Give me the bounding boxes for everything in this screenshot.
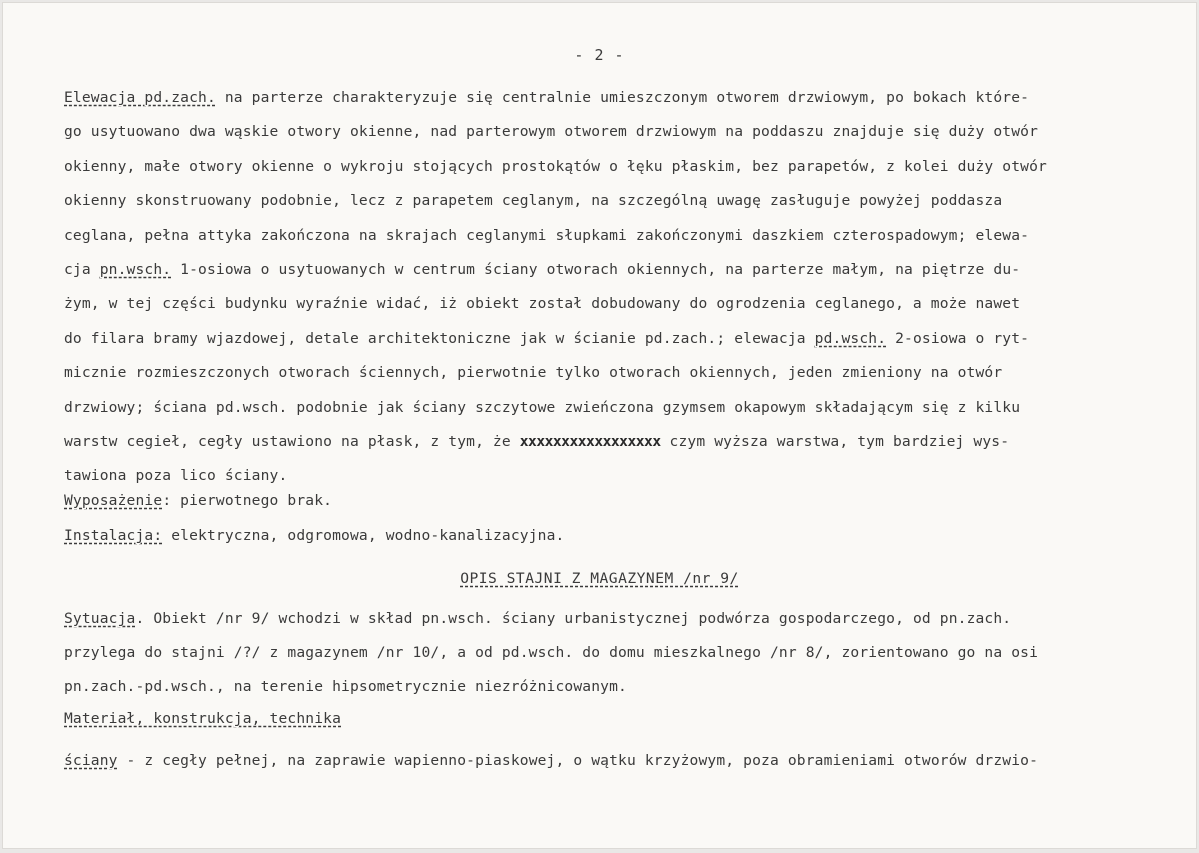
instalacja-label: Instalacja:: [64, 527, 163, 544]
elewacja-line: [64, 329, 1029, 349]
line-text: przylega do stajni /?/ z magazynem /nr 10/, a od pd.wsch. do domu mieszkalnego /nr 8/, zorientowano go na osi: [64, 644, 1039, 661]
elewacja-line: [64, 466, 287, 486]
elewacja-line: [64, 398, 1020, 418]
sytuacja-line: [64, 677, 627, 697]
line-text: cja: [64, 261, 100, 278]
material-heading: Materiał, konstrukcja, technika: [64, 710, 342, 727]
underlined-term: pd.wsch.: [814, 329, 887, 347]
document-page: [2, 2, 1197, 849]
line-text: pn.zach.-pd.wsch., na terenie hipsometrycznie niezróżnicowanym.: [64, 678, 627, 695]
line-text: drzwiowy; ściana pd.wsch. podobnie jak ściany szczytowe zwieńczona gzymsem okapowym składającym się z kilku: [64, 398, 1021, 416]
elewacja-line: [64, 122, 1038, 142]
line-text: okienny, małe otwory okienne o wykroju stojących prostokątów o łęku płaskim, bez parapetów, z kolei duży otwór: [64, 157, 1047, 175]
wyposazenie-text: : pierwotnego brak.: [162, 492, 333, 509]
elewacja-line: [64, 191, 1002, 211]
elewacja-line: [64, 294, 1020, 314]
line-text: na parterze charakteryzuje się centralnie umieszczonym otworem drzwiowym, po bokach które-: [215, 89, 1030, 106]
underlined-term: Sytuacja: [64, 610, 136, 627]
struck-text: xxxxxxxxxxxxxxxxx: [519, 433, 661, 450]
line-text: . Obiekt /nr 9/ wchodzi w skład pn.wsch. ściany urbanistycznej podwórza gospodarczego, od pn.zach.: [135, 610, 1012, 627]
sytuacja-line: [64, 643, 1038, 663]
page-number: - 2 -: [574, 46, 625, 64]
elewacja-line: [64, 260, 1020, 280]
line-text: go usytuowano dwa wąskie otwory okienne, nad parterowym otworem drzwiowym na poddaszu znajduje się duży otwór: [64, 123, 1039, 141]
line-text: czym wyższa warstwa, tym bardziej wys-: [660, 433, 1010, 450]
line-text: do filara bramy wjazdowej, detale architektoniczne jak w ścianie pd.zach.; elewacja: [64, 329, 815, 347]
elewacja-line: [64, 432, 1009, 452]
instalacja-line: [64, 526, 564, 546]
instalacja-text: elektryczna, odgromowa, wodno-kanalizacyjna.: [162, 527, 565, 544]
elewacja-line: [64, 88, 1029, 108]
line-text: micznie rozmieszczonych otworach ściennych, pierwotnie tylko otworach okiennych, jeden zmieniony na otwór: [64, 364, 1003, 382]
sciany-label: ściany: [64, 752, 118, 769]
elewacja-line: [64, 226, 1029, 246]
line-text: 1-osiowa o usytuowanych w centrum ściany otworach okiennych, na parterze małym, na piętrze du-: [171, 261, 1021, 278]
wyposazenie-line: [64, 491, 332, 511]
sciany-text: - z cegły pełnej, na zaprawie wapienno-piaskowej, o wątku krzyżowym, poza obramieniami otworów drzwio-: [117, 752, 1039, 769]
line-text: tawiona poza lico ściany.: [64, 467, 288, 485]
elewacja-line: [64, 363, 1002, 383]
underlined-term: Elewacja pd.zach.: [64, 89, 216, 106]
sciany-line: [64, 751, 1038, 771]
wyposazenie-label: Wyposażenie: [64, 492, 163, 509]
elewacja-line: [64, 157, 1047, 177]
line-text: warstw cegieł, cegły ustawiono na płask, z tym, że: [64, 433, 520, 450]
line-text: 2-osiowa o ryt-: [886, 329, 1030, 347]
sytuacja-line: [64, 609, 1011, 629]
line-text: ceglana, pełna attyka zakończona na skrajach ceglanymi słupkami zakończonymi daszkiem czterospadowym; elewa-: [64, 226, 1030, 244]
line-text: żym, w tej części budynku wyraźnie widać, iż obiekt został dobudowany do ogrodzenia ceglanego, a może nawet: [64, 295, 1021, 313]
underlined-term: pn.wsch.: [99, 261, 172, 278]
line-text: okienny skonstruowany podobnie, lecz z parapetem ceglanym, na szczególną uwagę zasługuje powyżej poddasza: [64, 192, 1003, 210]
section-heading: OPIS STAJNI Z MAGAZYNEM /nr 9/: [460, 570, 739, 587]
